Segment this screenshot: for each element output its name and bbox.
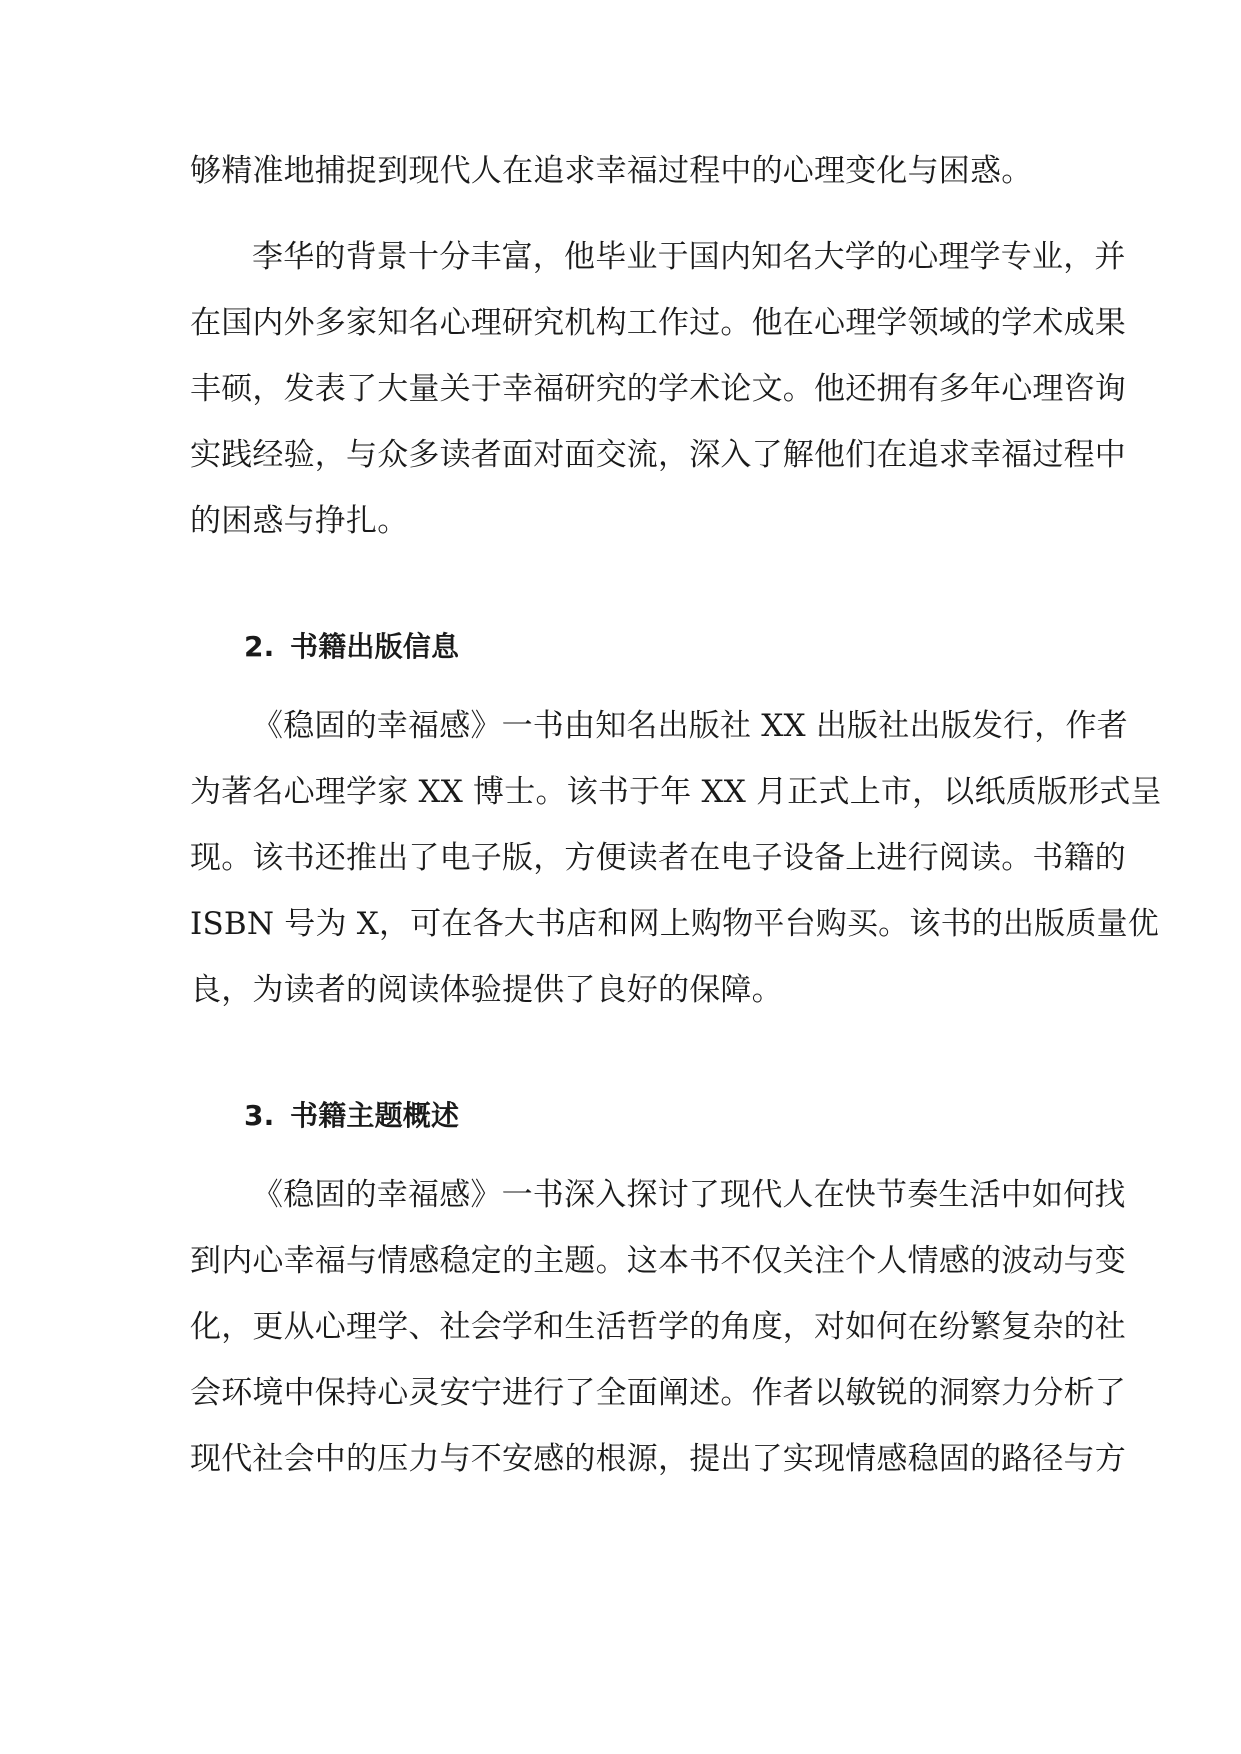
section-title: 书籍主题概述 <box>290 1099 460 1132</box>
paragraph-line: 现。该书还推出了电子版，方便读者在电子设备上进行阅读。书籍的 <box>190 840 1126 876</box>
paragraph-line: 在国内外多家知名心理研究机构工作过。他在心理学领域的学术成果 <box>190 305 1126 341</box>
section-title: 书籍出版信息 <box>290 630 460 663</box>
paragraph-line: 丰硕，发表了大量关于幸福研究的学术论文。他还拥有多年心理咨询 <box>190 371 1126 407</box>
paragraph-line: 良，为读者的阅读体验提供了良好的保障。 <box>190 972 783 1008</box>
section-number: 2. <box>244 630 275 663</box>
paragraph-line: 为著名心理学家 XX 博士。该书于年 XX 月正式上市，以纸质版形式呈 <box>190 774 1162 810</box>
paragraph-line: 够精准地捕捉到现代人在追求幸福过程中的心理变化与困惑。 <box>190 153 1033 189</box>
section-number: 3. <box>244 1099 275 1132</box>
paragraph-line: ISBN 号为 X，可在各大书店和网上购物平台购买。该书的出版质量优 <box>190 906 1159 942</box>
paragraph-line: 李华的背景十分丰富，他毕业于国内知名大学的心理学专业，并 <box>252 239 1126 275</box>
paragraph-line: 到内心幸福与情感稳定的主题。这本书不仅关注个人情感的波动与变 <box>190 1243 1126 1279</box>
paragraph-line: 《稳固的幸福感》一书深入探讨了现代人在快节奏生活中如何找 <box>252 1177 1126 1213</box>
paragraph-line: 会环境中保持心灵安宁进行了全面阐述。作者以敏锐的洞察力分析了 <box>190 1375 1126 1411</box>
paragraph-line: 化，更从心理学、社会学和生活哲学的角度，对如何在纷繁复杂的社 <box>190 1309 1126 1345</box>
section-heading <box>244 1096 844 1136</box>
paragraph-line: 的困惑与挣扎。 <box>190 503 409 539</box>
paragraph-line: 实践经验，与众多读者面对面交流，深入了解他们在追求幸福过程中 <box>190 437 1126 473</box>
paragraph-line: 《稳固的幸福感》一书由知名出版社 XX 出版社出版发行，作者 <box>252 708 1128 744</box>
paragraph-line: 现代社会中的压力与不安感的根源，提出了实现情感稳固的路径与方 <box>190 1441 1126 1477</box>
section-heading <box>244 627 844 667</box>
